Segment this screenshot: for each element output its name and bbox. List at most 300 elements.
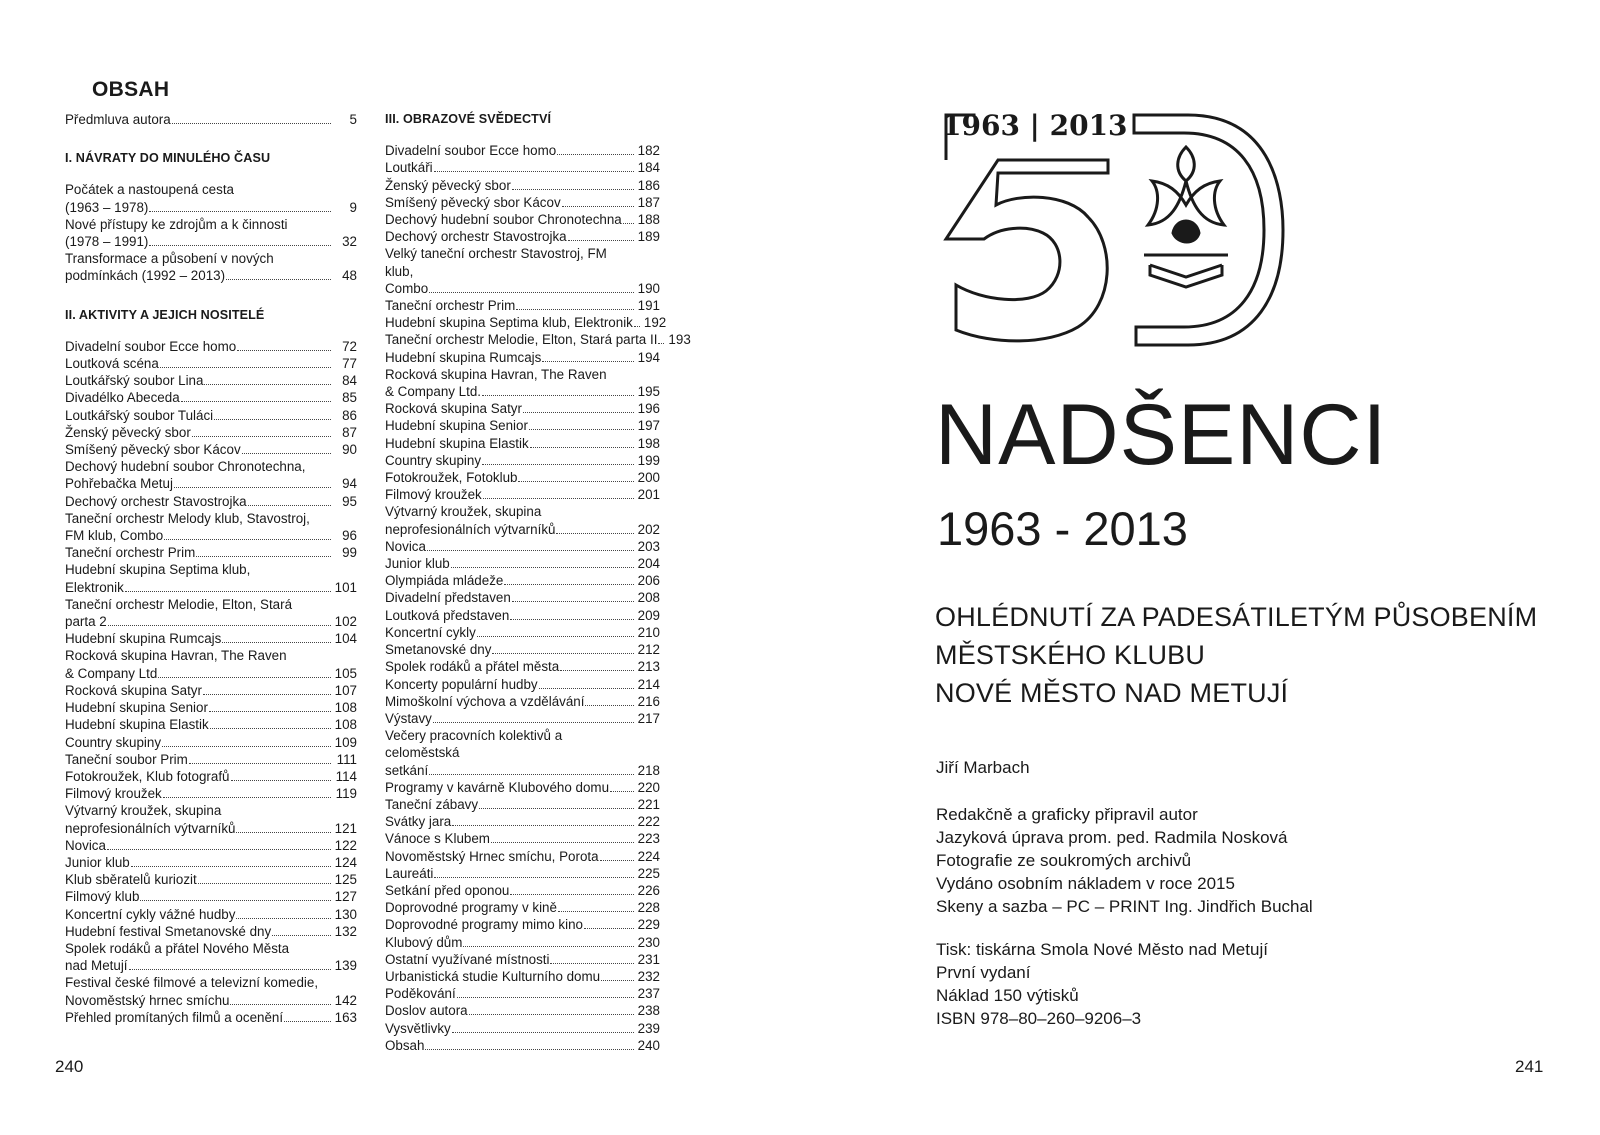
toc-entry	[65, 630, 357, 647]
toc-entry-title-line: Přehled promítaných filmů a ocenění	[65, 1009, 284, 1025]
toc-entry	[385, 435, 660, 452]
toc-entry	[385, 641, 660, 658]
toc-entry-title-line: Fotokroužek, Fotoklub	[385, 470, 518, 486]
toc-entry-page: 214	[637, 676, 660, 692]
toc-entry-title-line: (1978 – 1991)	[65, 234, 149, 250]
toc-entry	[385, 1002, 660, 1019]
toc-entry-page: 119	[335, 786, 357, 802]
toc-entry	[385, 366, 660, 400]
toc-entry-title-line: Loutková představen	[385, 607, 510, 623]
right-page	[800, 0, 1600, 1135]
dot-leader	[272, 935, 330, 936]
toc-entry	[65, 888, 357, 905]
toc-entry-page: 189	[637, 229, 660, 245]
dot-leader	[550, 963, 633, 964]
toc-entry-title-line: Doprovodné programy mimo kino	[385, 917, 583, 933]
dot-leader	[164, 539, 331, 540]
credits-block	[936, 803, 1313, 918]
toc-entry-title-line: Transformace a působení v nových	[65, 251, 274, 267]
toc-entry-title-line: Divadélko Abeceda	[65, 390, 180, 406]
toc-entry-page: 87	[342, 424, 357, 440]
book-subtitle	[935, 598, 1537, 712]
toc-entry-title-line: Taneční orchestr Prim	[385, 298, 516, 314]
toc-entry-title-line: Combo	[385, 280, 429, 296]
dot-leader	[429, 774, 633, 775]
toc-entry	[385, 727, 660, 779]
subtitle-line: OHLÉDNUTÍ ZA PADESÁTILETÝM PŮSOBENÍM	[935, 602, 1538, 632]
toc-entry-page: 130	[334, 906, 357, 922]
dot-leader	[510, 894, 633, 895]
toc-entry-page: 95	[342, 493, 357, 509]
dot-leader	[226, 279, 331, 280]
toc-entry-page: 225	[637, 865, 660, 881]
toc-entry-page: 194	[637, 349, 660, 365]
toc-entry-title-line: Hudební skupina Rumcajs	[65, 631, 222, 647]
toc-entry-page: 107	[334, 682, 357, 698]
toc-entry	[385, 572, 660, 589]
toc-entry-title-line: Elektronik	[65, 579, 124, 595]
toc-entry	[385, 624, 660, 641]
toc-entry	[65, 699, 357, 716]
dot-leader	[131, 866, 331, 867]
dot-leader	[512, 601, 634, 602]
toc-entry-title-line: Poděkování	[385, 986, 456, 1002]
toc-entry-title-line: & Company Ltd.	[385, 384, 482, 400]
dot-leader	[451, 567, 634, 568]
toc-entry-page: 191	[637, 298, 660, 314]
toc-entry	[385, 417, 660, 434]
dot-leader	[210, 728, 331, 729]
toc-entry-page: 228	[637, 900, 660, 916]
dot-leader	[562, 206, 634, 207]
toc-entry-title-line: Dechový orchestr Stavostrojka	[385, 229, 567, 245]
toc-entry-title-line: Výtvarný kroužek, skupina	[385, 504, 542, 520]
credit-line: Redakčně a graficky připravil autor	[936, 805, 1198, 824]
toc-entry-page: 72	[342, 338, 357, 354]
toc-entry-page: 114	[335, 768, 357, 784]
dot-leader	[529, 429, 634, 430]
toc-entry-title-line: Hudební skupina Elastik	[385, 435, 529, 451]
print-info-line: Náklad 150 výtisků	[936, 986, 1079, 1005]
toc-entry	[385, 951, 660, 968]
toc-entry	[65, 407, 357, 424]
toc-entry	[385, 968, 660, 985]
toc-entry	[65, 751, 357, 768]
dot-leader	[623, 223, 634, 224]
section-2-entries	[65, 338, 357, 1026]
toc-entry-page: 204	[637, 556, 660, 572]
toc-entry-title-line: Loutkářský soubor Tuláci	[65, 407, 214, 423]
dot-leader	[222, 642, 330, 643]
dot-leader	[492, 653, 633, 654]
toc-entry-title-line: Novica	[65, 837, 106, 853]
toc-entry-title-line: Spolek rodáků a přátel města	[385, 659, 560, 675]
book-title: NADŠENCI	[935, 387, 1388, 483]
toc-entry-page: 101	[334, 579, 357, 595]
toc-entry-title-line: Obsah	[385, 1037, 425, 1053]
digit-five-outline	[946, 115, 1108, 341]
toc-entry	[65, 906, 357, 923]
toc-entry-preface	[65, 111, 357, 128]
toc-entry	[385, 865, 660, 882]
dot-leader	[425, 1049, 633, 1050]
toc-entry-title-line: Svátky jara	[385, 814, 452, 830]
toc-entry-title-line: Divadelní soubor Ecce homo	[385, 143, 557, 159]
toc-entry-page: 111	[336, 751, 357, 767]
toc-entry-title-line: FM klub, Combo	[65, 528, 164, 544]
print-info-block	[936, 938, 1268, 1030]
dot-leader	[192, 436, 331, 437]
toc-entry-title-line: Výtvarný kroužek, skupina	[65, 803, 222, 819]
toc-entry	[385, 400, 660, 417]
toc-entry	[385, 916, 660, 933]
toc-entry-title-line: Novoměstský hrnec smíchu	[65, 992, 230, 1008]
toc-entry	[65, 389, 357, 406]
toc-entry-page: 196	[637, 401, 660, 417]
toc-column-right	[385, 111, 691, 1054]
dot-leader	[610, 791, 634, 792]
toc-entry-title-line: Festival české filmové a televizní komedie,	[65, 975, 319, 991]
toc-entry-page: 238	[637, 1003, 660, 1019]
dot-leader	[434, 171, 634, 172]
dot-leader	[198, 883, 331, 884]
toc-entry	[65, 974, 357, 1008]
dot-leader	[129, 969, 331, 970]
toc-entry-page: 86	[342, 407, 357, 423]
toc-entry-page: 221	[637, 796, 660, 812]
toc-entry-title-line: Koncertní cykly	[385, 624, 476, 640]
toc-entry-title-line: Vysvětlivky	[385, 1020, 451, 1036]
dot-leader	[108, 625, 331, 626]
dot-leader	[584, 928, 634, 929]
dot-leader	[483, 498, 634, 499]
toc-entry	[385, 349, 660, 366]
toc-entry-title-line: Hudební skupina Senior	[385, 418, 528, 434]
page-number-right: 241	[1515, 1057, 1544, 1076]
toc-entry-title-line: Hudební skupina Elastik	[65, 717, 209, 733]
toc-entry	[385, 486, 660, 503]
toc-entry-page: 206	[637, 573, 660, 589]
toc-entry-title-line: Taneční orchestr Melodie, Elton, Stará	[65, 596, 293, 612]
dot-leader	[174, 487, 331, 488]
toc-entry	[65, 871, 357, 888]
toc-entry-title-line: Večery pracovních kolektivů a celoměstská	[385, 728, 563, 761]
dot-leader	[539, 688, 634, 689]
print-info-line: ISBN 978–80–260–9206–3	[936, 1009, 1142, 1028]
credit-line: Jazyková úprava prom. ped. Radmila Nosková	[936, 828, 1288, 847]
toc-entry-title-line: setkání	[385, 762, 429, 778]
toc-entry-title-line: neprofesionálních výtvarníků	[65, 820, 236, 836]
toc-entry-title-line: Dechový orchestr Stavostrojka	[65, 493, 247, 509]
toc-entry-page: 220	[637, 779, 660, 795]
toc-entry-page: 32	[342, 234, 357, 250]
dot-leader	[231, 780, 332, 781]
dot-leader	[512, 189, 634, 190]
toc-entry-page: 85	[342, 390, 357, 406]
toc-entry	[65, 372, 357, 389]
toc-entry	[65, 716, 357, 733]
toc-entry-page: 108	[334, 700, 357, 716]
toc-entry	[65, 424, 357, 441]
toc-entry-page: 240	[637, 1037, 660, 1053]
toc-entry-title-line: Hudební skupina Septima klub, Elektronik	[385, 315, 633, 331]
toc-entry-page: 104	[334, 631, 357, 647]
dot-leader	[162, 746, 331, 747]
subtitle-line: MĚSTSKÉHO KLUBU	[935, 640, 1206, 670]
dot-leader	[163, 797, 331, 798]
toc-entry-title-line: Filmový klub	[65, 889, 140, 905]
dot-leader	[237, 350, 331, 351]
dot-leader	[585, 705, 633, 706]
dot-leader	[482, 464, 634, 465]
toc-entry	[385, 779, 660, 796]
toc-entry	[385, 159, 660, 176]
toc-entry-title-line: Novica	[385, 538, 426, 554]
toc-entry-page: 202	[637, 521, 660, 537]
toc-entry-title-line: Rocková skupina Havran, The Raven	[65, 648, 287, 664]
dot-leader	[172, 123, 331, 124]
author-name: Jiří Marbach	[936, 758, 1030, 777]
toc-entry	[385, 1020, 660, 1037]
toc-entry	[65, 837, 357, 854]
dot-leader	[429, 292, 633, 293]
toc-entry-title-line: Country skupiny	[385, 452, 482, 468]
dot-leader	[482, 395, 634, 396]
dot-leader	[204, 384, 331, 385]
toc-heading: OBSAH	[92, 78, 170, 101]
section-heading-1: I. NÁVRATY DO MINULÉHO ČASU	[65, 151, 271, 166]
dot-leader	[140, 900, 330, 901]
toc-entry-title-line: Fotokroužek, Klub fotografů	[65, 768, 230, 784]
toc-entry-title-line: Nové přístupy ke zdrojům a k činnosti	[65, 216, 288, 232]
toc-entry	[65, 544, 357, 561]
dot-leader	[556, 533, 633, 534]
toc-entry	[385, 934, 660, 951]
toc-entry-title-line: Výstavy	[385, 710, 432, 726]
toc-entry	[385, 899, 660, 916]
toc-entry-title-line: Ostatní využívané místnosti	[385, 951, 550, 967]
toc-entry-title-line: Hudební skupina Senior	[65, 700, 208, 716]
toc-entry	[385, 469, 660, 486]
toc-entry	[385, 331, 691, 348]
dot-leader	[457, 997, 634, 998]
toc-entry-title-line: Rocková skupina Satyr	[385, 401, 522, 417]
toc-entry-title-line: Ženský pěvecký sbor	[65, 424, 191, 440]
section-heading-2: II. AKTIVITY A JEJICH NOSITELÉ	[65, 307, 265, 322]
toc-entry-page: 187	[637, 194, 660, 210]
toc-entry-page: 96	[342, 528, 357, 544]
print-info-line: První vydaní	[936, 963, 1031, 982]
toc-entry	[65, 216, 357, 250]
dot-leader	[214, 419, 331, 420]
toc-entry	[385, 142, 660, 159]
dot-leader	[160, 367, 331, 368]
toc-entry-page: 94	[342, 476, 357, 492]
toc-entry	[65, 854, 357, 871]
toc-entry-page: 90	[342, 442, 357, 458]
dot-leader	[568, 240, 634, 241]
toc-entry-page: 121	[334, 820, 357, 836]
toc-entry	[65, 682, 357, 699]
dot-leader	[634, 326, 640, 327]
toc-entry-page: 217	[637, 710, 660, 726]
toc-entry-title-line: Klubový dům	[385, 934, 463, 950]
toc-entry-title-line: parta 2	[65, 614, 107, 630]
toc-entry	[385, 194, 660, 211]
toc-entry-title-line: Filmový kroužek	[65, 786, 162, 802]
subtitle-line: NOVÉ MĚSTO NAD METUJÍ	[935, 678, 1289, 708]
toc-entry	[385, 882, 660, 899]
book-years: 1963 - 2013	[937, 502, 1188, 555]
toc-entry	[385, 658, 660, 675]
toc-entry	[65, 561, 357, 595]
toc-entry	[385, 830, 660, 847]
toc-entry-title-line: Dechový hudební soubor Chronotechna	[385, 212, 622, 228]
dot-leader	[209, 711, 331, 712]
dot-leader	[427, 550, 634, 551]
toc-entry	[65, 181, 357, 215]
dot-leader	[236, 918, 330, 919]
toc-entry-page: 208	[637, 590, 660, 606]
dot-leader	[149, 211, 331, 212]
toc-entry-title-line: Laureáti	[385, 865, 434, 881]
dot-leader	[203, 694, 331, 695]
toc-entry-title-line: Junior klub	[385, 556, 450, 572]
toc-entry	[65, 923, 357, 940]
toc-entry-title-line: Koncertní cykly vážné hudby	[65, 906, 236, 922]
toc-entry	[385, 607, 660, 624]
dot-leader	[242, 453, 331, 454]
dot-leader	[434, 877, 633, 878]
toc-entry	[65, 734, 357, 751]
dot-leader	[510, 619, 633, 620]
dot-leader	[504, 584, 633, 585]
toc-entry-title-line: neprofesionálních výtvarníků	[385, 521, 556, 537]
dot-leader	[107, 849, 331, 850]
toc-entry	[385, 813, 660, 830]
dot-leader	[284, 1021, 331, 1022]
toc-entry-title-line: Filmový kroužek	[385, 487, 482, 503]
dot-leader	[518, 481, 633, 482]
toc-entry-title: Předmluva autora	[65, 112, 171, 127]
toc-column-left	[65, 111, 357, 1026]
toc-entry-title-line: Dechový hudební soubor Chronotechna,	[65, 459, 306, 475]
toc-entry-page: 127	[334, 889, 357, 905]
toc-entry	[65, 647, 357, 681]
dot-leader	[230, 1004, 330, 1005]
dot-leader	[236, 832, 330, 833]
dot-leader	[557, 154, 633, 155]
toc-entry	[385, 538, 660, 555]
toc-entry-page: 223	[637, 831, 660, 847]
toc-entry-title-line: Taneční soubor Prim	[65, 751, 188, 767]
toc-entry	[385, 452, 660, 469]
toc-entry-page: 230	[637, 934, 660, 950]
toc-entry-page: 188	[637, 212, 660, 228]
dot-leader	[558, 911, 634, 912]
toc-entry-title-line: Hudební festival Smetanovské dny	[65, 923, 272, 939]
toc-entry-page: 139	[334, 958, 357, 974]
toc-entry-page: 163	[334, 1009, 357, 1025]
toc-entry	[385, 710, 660, 727]
toc-entry-title-line: Ženský pěvecký sbor	[385, 177, 511, 193]
toc-entry-page: 193	[668, 332, 691, 348]
toc-entry	[65, 250, 357, 284]
toc-entry-title-line: Doslov autora	[385, 1003, 468, 1019]
dot-leader	[523, 412, 634, 413]
toc-entry-page: 212	[637, 642, 660, 658]
toc-entry	[65, 596, 357, 630]
toc-entry-page: 229	[637, 917, 660, 933]
toc-entry-page: 124	[334, 854, 357, 870]
toc-entry-page: 226	[637, 882, 660, 898]
anniversary-logo	[938, 105, 1286, 355]
dot-leader	[181, 401, 331, 402]
toc-entry-title-line: Olympiáda mládeže	[385, 573, 504, 589]
toc-entry	[65, 940, 357, 974]
toc-entry	[385, 297, 660, 314]
credit-line: Vydáno osobním nákladem v roce 2015	[936, 874, 1235, 893]
toc-entry-title-line: Divadelní soubor Ecce homo	[65, 338, 237, 354]
toc-entry-title-line: & Company Ltd	[65, 665, 158, 681]
dot-leader	[560, 670, 633, 671]
toc-entry-page: 184	[637, 160, 660, 176]
toc-entry-page: 48	[342, 268, 357, 284]
toc-entry	[385, 228, 660, 245]
toc-entry-title-line: Taneční zábavy	[385, 796, 479, 812]
toc-entry	[385, 589, 660, 606]
toc-entry-title-line: Taneční orchestr Melody klub, Stavostroj,	[65, 510, 310, 526]
dot-leader	[542, 361, 633, 362]
credit-line: Skeny a sazba – PC – PRINT Ing. Jindřich Buchal	[936, 897, 1313, 916]
toc-entry-title-line: Smíšený pěvecký sbor Kácov	[65, 442, 241, 458]
toc-entry-title-line: nad Metují	[65, 958, 128, 974]
toc-entry-page: 237	[637, 986, 660, 1002]
toc-entry-page: 239	[637, 1020, 660, 1036]
section-heading-3: III. OBRAZOVÉ SVĚDECTVÍ	[385, 112, 552, 126]
credit-line: Fotografie ze soukromých archivů	[936, 851, 1192, 870]
toc-entry-title-line: Počátek a nastoupená cesta	[65, 182, 234, 198]
dot-leader	[516, 309, 633, 310]
toc-entry	[385, 314, 667, 331]
dot-leader	[125, 591, 331, 592]
toc-entry	[65, 802, 357, 836]
toc-entry-title-line: Smetanovské dny	[385, 642, 492, 658]
dot-leader	[248, 505, 331, 506]
dot-leader	[601, 980, 634, 981]
toc-entry-page: 203	[637, 538, 660, 554]
toc-entry-page: 122	[334, 837, 357, 853]
toc-entry-page: 125	[334, 872, 357, 888]
toc-entry	[385, 211, 660, 228]
toc-entry-title-line: Rocková skupina Havran, The Raven	[385, 366, 607, 382]
dot-leader	[491, 842, 634, 843]
toc-entry-page: 190	[637, 280, 660, 296]
toc-entry-page: 201	[637, 487, 660, 503]
toc-entry-page: 99	[342, 545, 357, 561]
toc-entry	[385, 848, 660, 865]
toc-entry-title-line: Klub sběratelů kuriozit	[65, 872, 197, 888]
dot-leader	[600, 860, 634, 861]
print-info-line: Tisk: tiskárna Smola Nové Město nad Metují	[936, 940, 1268, 959]
toc-entry-page: 142	[334, 992, 357, 1008]
dot-leader	[196, 556, 331, 557]
toc-entry-page: 222	[637, 814, 660, 830]
toc-entry-page: 209	[637, 607, 660, 623]
toc-entry-page: 105	[334, 665, 357, 681]
toc-entry	[65, 510, 357, 544]
toc-entry-page: 198	[637, 435, 660, 451]
